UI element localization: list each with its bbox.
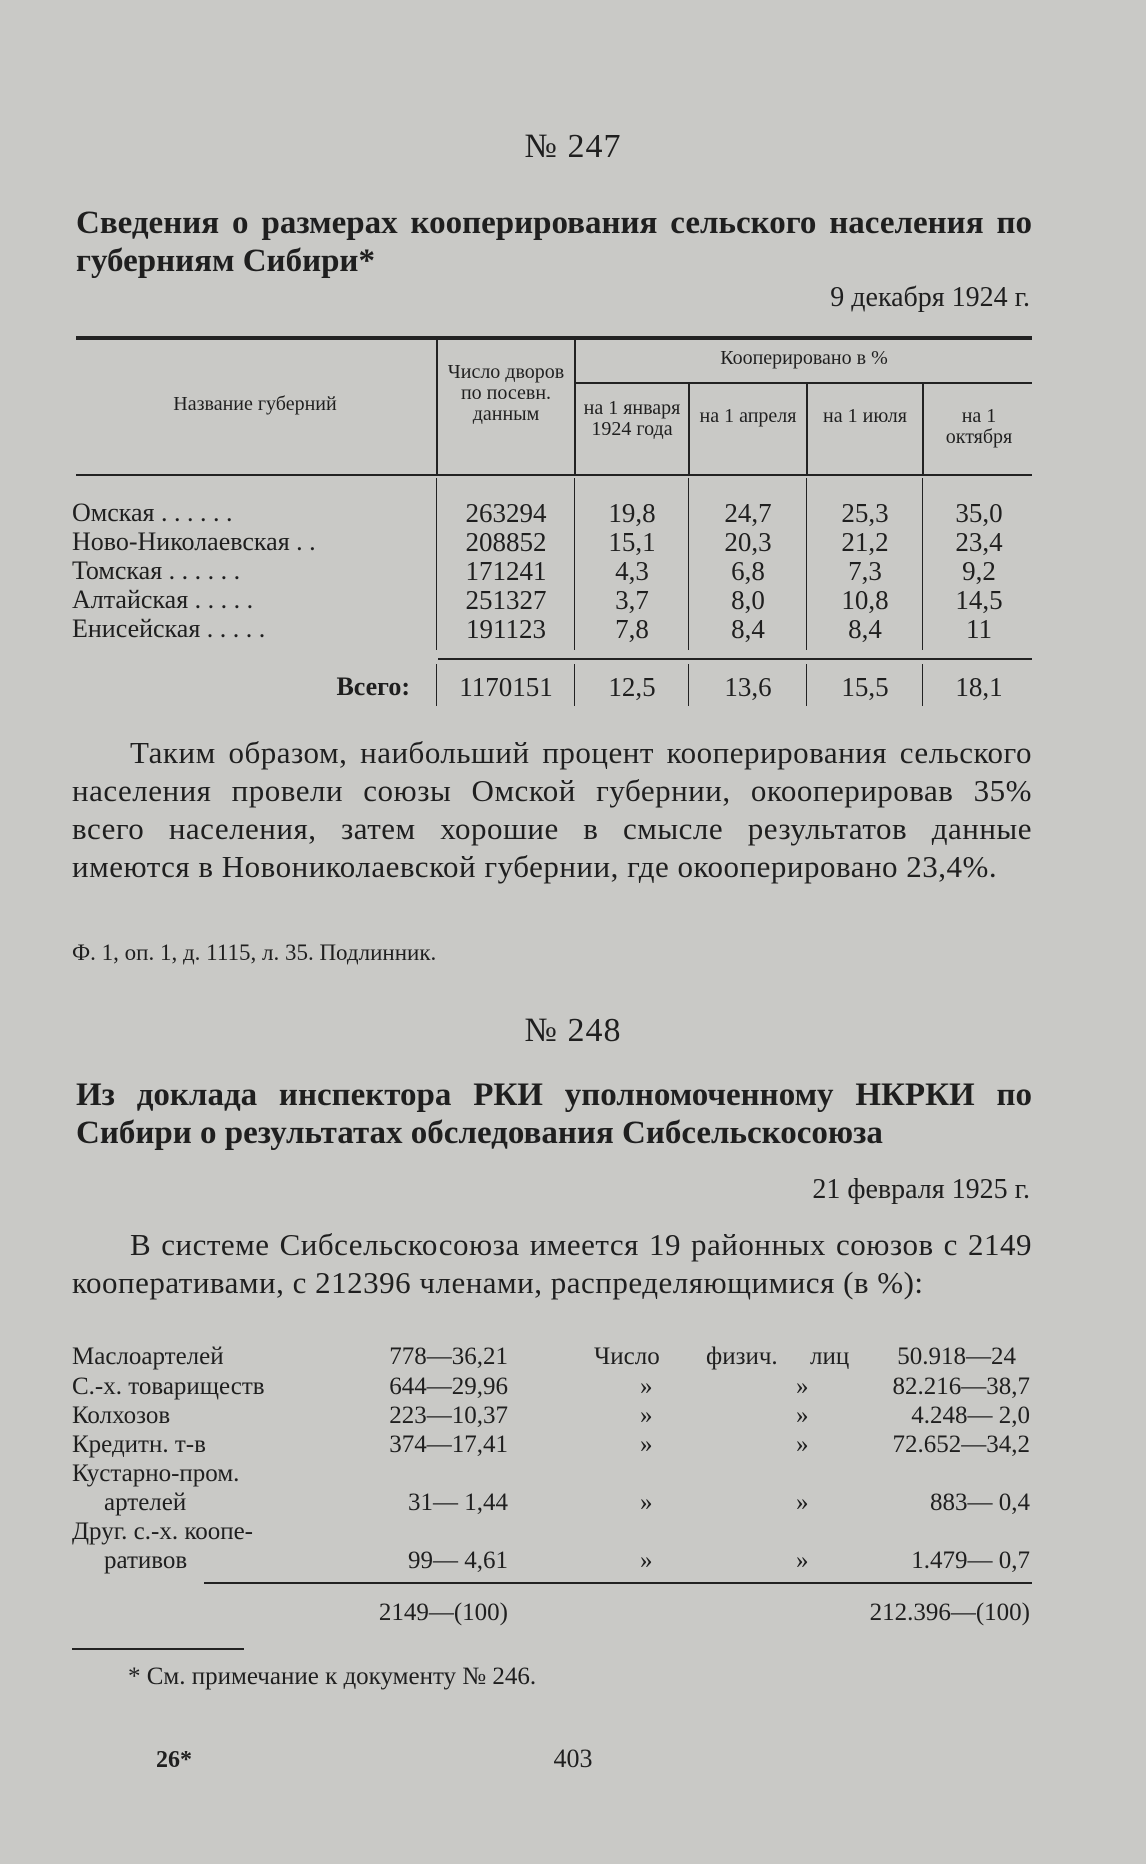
- jul-value: 21,2: [841, 527, 889, 557]
- report-paragraph: [72, 1226, 1032, 1302]
- total-label: Всего:: [336, 672, 410, 701]
- list-total-rule: [204, 1582, 1032, 1584]
- table-vline: [436, 478, 437, 650]
- yards-value: 251327: [465, 585, 547, 615]
- document-date-248: 21 февраля 1925 г.: [812, 1174, 1030, 1205]
- footnote: * См. примечание к документу № 246.: [128, 1663, 537, 1690]
- table-header-rule: [76, 474, 1032, 476]
- jul-value: 25,3: [841, 498, 889, 528]
- table-total-rule: [438, 658, 1032, 660]
- jan-value: 19,8: [608, 498, 656, 528]
- ditto-mark: »: [796, 1489, 809, 1516]
- total-cooperatives: 2149—(100): [378, 1599, 508, 1626]
- header-october: на 1 октября: [945, 405, 1013, 448]
- yards-value: 171241: [465, 556, 547, 586]
- table-vline: [574, 664, 575, 706]
- jan-value: 4,3: [615, 556, 649, 586]
- header-july: на 1 июля: [823, 405, 907, 427]
- item-members: 72.652—34,2: [892, 1431, 1030, 1458]
- table-vline: [922, 664, 923, 706]
- ditto-mark: »: [640, 1489, 653, 1516]
- yards-value: 208852: [465, 527, 547, 557]
- table-vline: [922, 384, 924, 474]
- total-apr: 13,6: [724, 672, 772, 702]
- document-number-247: № 247: [524, 128, 622, 165]
- table-top-rule: [76, 336, 1032, 340]
- apr-value: 8,0: [731, 585, 765, 615]
- jul-value: 8,4: [848, 614, 882, 644]
- item-members: 1.479— 0,7: [911, 1547, 1030, 1574]
- apr-value: 6,8: [731, 556, 765, 586]
- document-date-247: 9 декабря 1924 г.: [830, 282, 1030, 313]
- table-vline: [688, 664, 689, 706]
- item-coops: 374—17,41: [389, 1431, 508, 1458]
- archive-source: Ф. 1, оп. 1, д. 1115, л. 35. Подлинник.: [72, 940, 437, 965]
- header-cooperated-percent: Кооперировано в %: [720, 347, 888, 369]
- table-group-rule: [574, 382, 1032, 384]
- item-name: Кредитн. т-в: [72, 1431, 206, 1458]
- item-name: Кустарно-пром.: [72, 1460, 240, 1487]
- total-yards: 1170151: [459, 672, 553, 702]
- document-title-247: Сведения о размерах кооперирования сельского населения по губерниям Сибири*: [76, 205, 1032, 279]
- header-province-name: Название губерний: [173, 393, 337, 415]
- list-header-word: Число: [594, 1343, 660, 1370]
- jan-value: 3,7: [615, 585, 649, 615]
- total-members: 212.396—(100): [869, 1599, 1030, 1626]
- item-members: 883— 0,4: [930, 1489, 1030, 1516]
- table-vline: [806, 664, 807, 706]
- table-vline: [922, 478, 923, 650]
- ditto-mark: »: [796, 1373, 809, 1400]
- item-members: 82.216—38,7: [892, 1373, 1030, 1400]
- table-vline: [688, 478, 689, 650]
- table-vline: [688, 384, 690, 474]
- table-vline: [436, 664, 437, 706]
- document-number-248: № 248: [524, 1012, 622, 1049]
- document-title-248: Из доклада инспектора РКИ уполномоченному НКРКИ по Сибири о результатах обследования Сибсельскосоюза: [76, 1077, 1032, 1151]
- item-name-continued: ративов: [104, 1547, 188, 1574]
- signature-mark: 26*: [156, 1747, 192, 1773]
- oct-value: 9,2: [962, 556, 996, 586]
- report-text: В системе Сибсельскосоюза имеется 19 районных союзов с 2149 кооперативами, с 212396 членами, распределяющимися (в %):: [72, 1227, 1032, 1300]
- item-coops: 778—36,21: [389, 1343, 508, 1370]
- oct-value: 14,5: [955, 585, 1003, 615]
- province-name: Енисейская . . . . .: [72, 614, 266, 643]
- ditto-mark: »: [640, 1547, 653, 1574]
- total-jul: 15,5: [841, 672, 889, 702]
- ditto-mark: »: [640, 1431, 653, 1458]
- jan-value: 7,8: [615, 614, 649, 644]
- conclusion-text: Таким образом, наибольший процент кооперирования сельского населения провели союзы Омской губернии, окооперировав 35% всего населения, затем хорошие в смысле результатов данные имеются в Новониколаевской губернии, где окооперировано 23,4%.: [72, 735, 1032, 884]
- ditto-mark: »: [796, 1402, 809, 1429]
- total-oct: 18,1: [955, 672, 1003, 702]
- jul-value: 7,3: [848, 556, 882, 586]
- apr-value: 20,3: [724, 527, 772, 557]
- province-name: Алтайская . . . . .: [72, 585, 254, 614]
- table-vline: [574, 478, 575, 650]
- footnote-rule: [72, 1648, 244, 1650]
- jan-value: 15,1: [608, 527, 656, 557]
- header-yards-count: Число дворов по посевн. данным: [447, 361, 565, 425]
- yards-value: 263294: [465, 498, 547, 528]
- list-header-word: лиц: [810, 1343, 850, 1370]
- province-name: Томская . . . . . .: [72, 556, 241, 585]
- apr-value: 8,4: [731, 614, 765, 644]
- header-jan-1924: на 1 января 1924 года: [583, 397, 681, 440]
- table-vline: [806, 384, 808, 474]
- oct-value: 11: [966, 614, 992, 644]
- ditto-mark: »: [796, 1431, 809, 1458]
- total-jan: 12,5: [608, 672, 656, 702]
- page-number: 403: [553, 1744, 593, 1773]
- table-vline: [436, 340, 438, 474]
- item-name: С.-х. товариществ: [72, 1373, 265, 1400]
- oct-value: 35,0: [955, 498, 1003, 528]
- province-name: Ново-Николаевская . .: [72, 527, 316, 556]
- table-vline: [806, 478, 807, 650]
- header-april: на 1 апреля: [699, 405, 797, 427]
- item-members: 4.248— 2,0: [911, 1402, 1030, 1429]
- item-name-continued: артелей: [104, 1489, 187, 1516]
- yards-value: 191123: [466, 614, 546, 644]
- ditto-mark: »: [796, 1547, 809, 1574]
- item-name: Маслоартелей: [72, 1343, 224, 1370]
- ditto-mark: »: [640, 1373, 653, 1400]
- apr-value: 24,7: [724, 498, 772, 528]
- item-coops: 223—10,37: [389, 1402, 508, 1429]
- item-coops: 644—29,96: [389, 1373, 508, 1400]
- list-header-word: физич.: [706, 1343, 778, 1370]
- item-name: Друг. с.-х. коопе-: [72, 1518, 254, 1545]
- item-members: 50.918—24: [897, 1343, 1016, 1370]
- province-name: Омская . . . . . .: [72, 498, 233, 527]
- item-coops: 99— 4,61: [408, 1547, 508, 1574]
- conclusion-paragraph: [72, 734, 1032, 886]
- item-name: Колхозов: [72, 1402, 171, 1429]
- ditto-mark: »: [640, 1402, 653, 1429]
- jul-value: 10,8: [841, 585, 889, 615]
- oct-value: 23,4: [955, 527, 1003, 557]
- item-coops: 31— 1,44: [408, 1489, 508, 1516]
